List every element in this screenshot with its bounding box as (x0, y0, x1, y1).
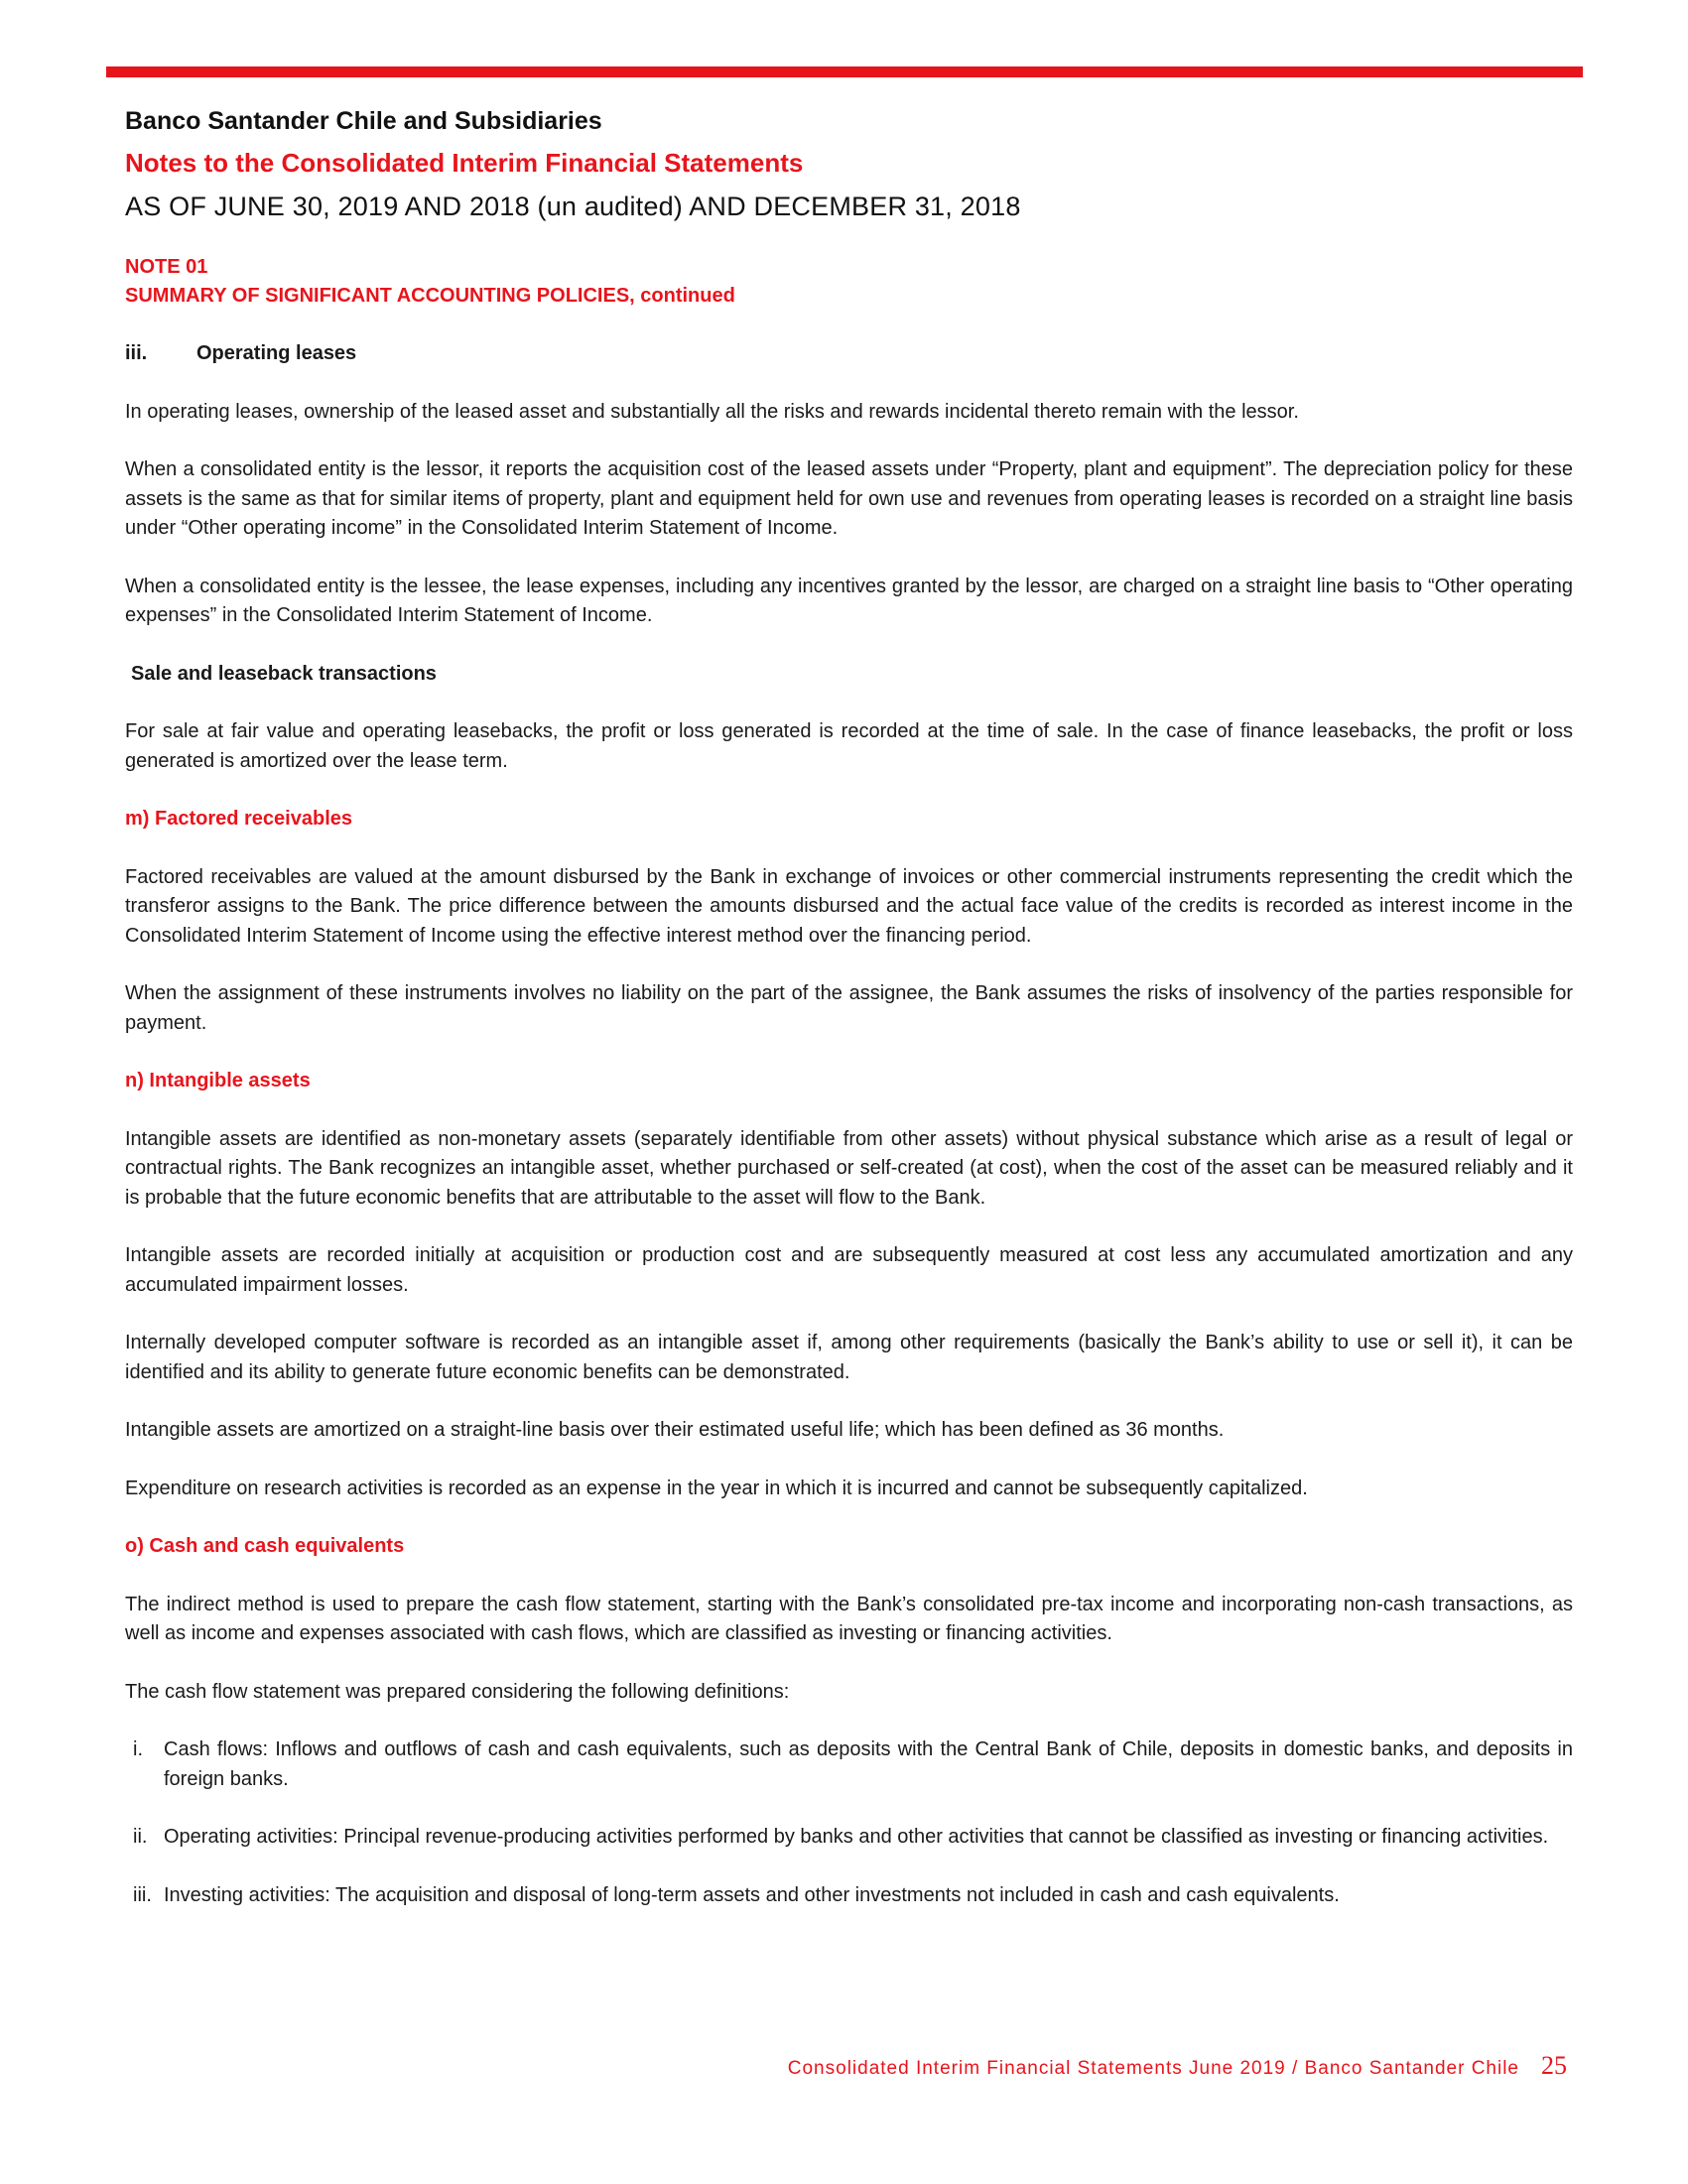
factored-receivables-heading: m) Factored receivables (125, 808, 352, 830)
list-item (125, 1881, 1573, 1911)
cash-equivalents-heading: o) Cash and cash equivalents (125, 1535, 405, 1557)
as-of-date: AS OF JUNE 30, 2019 AND 2018 (un audited) AND DECEMBER 31, 2018 (125, 192, 1021, 221)
company-name: Banco Santander Chile and Subsidiaries (125, 107, 602, 135)
page-number: 25 (1541, 2051, 1567, 2080)
list-item-number: iii. (133, 1883, 152, 1906)
note-title: SUMMARY OF SIGNIFICANT ACCOUNTING POLICIES, continued (125, 285, 735, 307)
document-header (125, 101, 1574, 228)
paragraph: For sale at fair value and operating leasebacks, the profit or loss generated is recorded at the time of sale. In the case of finance leasebacks, the profit or loss generated is amortized over the lease term. (125, 720, 1573, 772)
paragraph: When a consolidated entity is the lessee, the lease expenses, including any incentives granted by the lessor, are charged on a straight line basis to “Other operating expenses” in the Consolidated Interim Statement of Income. (125, 575, 1573, 626)
list-item-text: Operating activities: Principal revenue-producing activities performed by banks and other activities that cannot be classified as investing or financing activities. (164, 1826, 1549, 1848)
paragraph: Internally developed computer software is recorded as an intangible asset if, among other requirements (basically the Bank’s ability to use or sell it), it can be identified and its ability to generate future economic benefits can be demonstrated. (125, 1332, 1573, 1383)
top-red-rule (106, 66, 1583, 77)
page-footer (788, 2051, 1567, 2081)
list-item-number: i. (133, 1738, 143, 1760)
paragraph: Factored receivables are valued at the amount disbursed by the Bank in exchange of invoices or other commercial instruments representing the credit which the transferor assigns to the Bank. The price difference between the amounts disbursed and the actual face value of the credits is recorded as interest income in the Consolidated Interim Statement of Income using the effective interest method over the financing period. (125, 865, 1573, 947)
section-heading-label: Operating leases (196, 342, 357, 364)
paragraph: Intangible assets are identified as non-monetary assets (separately identifiable from other assets) without physical substance which arise as a result of legal or contractual rights. The Bank recognizes an intangible asset, whether purchased or self-created (at cost), when the cost of the asset can be measured reliably and it is probable that the future economic benefits that are attributable to the asset will flow to the Bank. (125, 1127, 1573, 1209)
intangible-assets-heading: n) Intangible assets (125, 1070, 311, 1092)
list-item-text: Cash flows: Inflows and outflows of cash and cash equivalents, such as deposits with the Central Bank of Chile, deposits in domestic banks, and deposits in foreign banks. (164, 1738, 1573, 1790)
note-number: NOTE 01 (125, 256, 208, 278)
paragraph: In operating leases, ownership of the leased asset and substantially all the risks and rewards incidental thereto remain with the lessor. (125, 400, 1299, 423)
paragraph: Intangible assets are recorded initially at acquisition or production cost and are subsequently measured at cost less any accumulated amortization and any accumulated impairment losses. (125, 1244, 1573, 1296)
paragraph: When a consolidated entity is the lessor, it reports the acquisition cost of the leased assets under “Property, plant and equipment”. The depreciation policy for these assets is the same as that for similar items of property, plant and equipment held for own use and revenues from operating leases is recorded on a straight line basis under “Other operating income” in the Consolidated Interim Statement of Income. (125, 458, 1573, 539)
paragraph: The cash flow statement was prepared considering the following definitions: (125, 1680, 790, 1703)
list-item (125, 1823, 1573, 1853)
paragraph: When the assignment of these instruments involves no liability on the part of the assignee, the Bank assumes the risks of insolvency of the parties responsible for payment. (125, 982, 1573, 1034)
sale-leaseback-heading: Sale and leaseback transactions (131, 662, 437, 685)
paragraph: Intangible assets are amortized on a straight-line basis over their estimated useful life; which has been defined as 36 months. (125, 1419, 1225, 1441)
document-body (125, 253, 1573, 1939)
footer-text: Consolidated Interim Financial Statements June 2019 / Banco Santander Chile (787, 2058, 1519, 2079)
paragraph: The indirect method is used to prepare the cash flow statement, starting with the Bank’s consolidated pre-tax income and incorporating non-cash transactions, as well as income and expenses associated with cash flows, which are classified as investing or financing activities. (125, 1593, 1573, 1644)
list-item-text: Investing activities: The acquisition and disposal of long-term assets and other investments not included in cash and cash equivalents. (164, 1883, 1340, 1906)
section-roman-numeral: iii. (125, 342, 148, 364)
list-item (125, 1735, 1573, 1794)
list-item-number: ii. (133, 1826, 148, 1848)
definitions-list (125, 1735, 1573, 1910)
operating-leases-heading (125, 339, 1573, 369)
notes-title: Notes to the Consolidated Interim Financial Statements (125, 148, 804, 178)
paragraph: Expenditure on research activities is recorded as an expense in the year in which it is incurred and cannot be subsequently capitalized. (125, 1477, 1308, 1499)
